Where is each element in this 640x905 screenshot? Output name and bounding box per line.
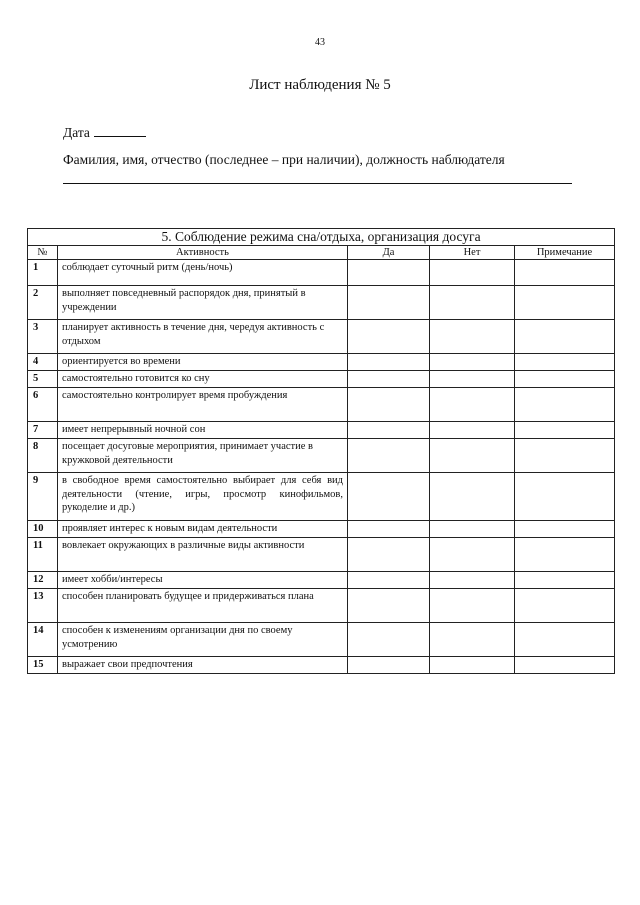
table-caption-row (28, 229, 615, 246)
row-activity: посещает досуговые мероприятия, принимает участие в кружковой деятельности (58, 439, 348, 473)
row-number: 15 (28, 657, 58, 674)
row-yes-cell[interactable] (348, 623, 430, 657)
header-yes: Да (348, 246, 430, 260)
row-no-cell[interactable] (430, 538, 515, 572)
table-row (28, 371, 615, 388)
row-note-cell[interactable] (515, 473, 615, 521)
row-yes-cell[interactable] (348, 572, 430, 589)
row-activity: выражает свои предпочтения (58, 657, 348, 674)
row-no-cell[interactable] (430, 623, 515, 657)
row-number: 9 (28, 473, 58, 521)
table-row (28, 422, 615, 439)
row-activity: планирует активность в течение дня, чередуя активность с отдыхом (58, 320, 348, 354)
row-yes-cell[interactable] (348, 354, 430, 371)
row-yes-cell[interactable] (348, 439, 430, 473)
row-yes-cell[interactable] (348, 473, 430, 521)
page-title: Лист наблюдения № 5 (249, 77, 391, 93)
row-note-cell[interactable] (515, 354, 615, 371)
row-no-cell[interactable] (430, 371, 515, 388)
row-activity: имеет непрерывный ночной сон (58, 422, 348, 439)
row-no-cell[interactable] (430, 320, 515, 354)
table-row (28, 589, 615, 623)
header-note: Примечание (515, 246, 615, 260)
row-activity: ориентируется во времени (58, 354, 348, 371)
row-activity: выполняет повседневный распорядок дня, принятый в учреждении (58, 286, 348, 320)
table-row (28, 260, 615, 286)
table-row (28, 521, 615, 538)
row-no-cell[interactable] (430, 286, 515, 320)
table-row (28, 354, 615, 371)
row-no-cell[interactable] (430, 422, 515, 439)
row-note-cell[interactable] (515, 521, 615, 538)
table-row (28, 572, 615, 589)
row-activity: способен планировать будущее и придерживаться плана (58, 589, 348, 623)
row-activity: самостоятельно готовится ко сну (58, 371, 348, 388)
row-note-cell[interactable] (515, 623, 615, 657)
row-yes-cell[interactable] (348, 589, 430, 623)
row-no-cell[interactable] (430, 439, 515, 473)
row-no-cell[interactable] (430, 260, 515, 286)
row-note-cell[interactable] (515, 422, 615, 439)
table-row (28, 388, 615, 422)
row-number: 3 (28, 320, 58, 354)
row-note-cell[interactable] (515, 286, 615, 320)
row-note-cell[interactable] (515, 260, 615, 286)
row-yes-cell[interactable] (348, 657, 430, 674)
table-row (28, 623, 615, 657)
row-number: 14 (28, 623, 58, 657)
row-yes-cell[interactable] (348, 371, 430, 388)
row-activity: вовлекает окружающих в различные виды активности (58, 538, 348, 572)
row-yes-cell[interactable] (348, 286, 430, 320)
table-row (28, 538, 615, 572)
header-activity: Активность (58, 246, 348, 260)
row-no-cell[interactable] (430, 473, 515, 521)
row-no-cell[interactable] (430, 354, 515, 371)
row-number: 10 (28, 521, 58, 538)
header-num: № (28, 246, 58, 260)
row-note-cell[interactable] (515, 538, 615, 572)
row-number: 2 (28, 286, 58, 320)
table-row (28, 320, 615, 354)
observer-label: Фамилия, имя, отчество (последнее – при наличии), должность наблюдателя (63, 152, 505, 167)
row-activity: проявляет интерес к новым видам деятельности (58, 521, 348, 538)
row-yes-cell[interactable] (348, 388, 430, 422)
row-activity: в свободное время самостоятельно выбирает для себя вид деятельности (чтение, игры, просмотр кинофильмов, рукоделие и др.) (58, 473, 348, 521)
row-no-cell[interactable] (430, 572, 515, 589)
header-no: Нет (430, 246, 515, 260)
row-yes-cell[interactable] (348, 538, 430, 572)
row-number: 1 (28, 260, 58, 286)
row-number: 5 (28, 371, 58, 388)
table-header-row (28, 246, 615, 260)
row-activity: самостоятельно контролирует время пробуждения (58, 388, 348, 422)
date-field (63, 124, 146, 141)
date-blank-line[interactable] (94, 124, 146, 137)
row-yes-cell[interactable] (348, 260, 430, 286)
row-no-cell[interactable] (430, 521, 515, 538)
row-note-cell[interactable] (515, 439, 615, 473)
page-number: 43 (315, 37, 325, 48)
row-number: 8 (28, 439, 58, 473)
row-activity: соблюдает суточный ритм (день/ночь) (58, 260, 348, 286)
row-number: 13 (28, 589, 58, 623)
row-no-cell[interactable] (430, 657, 515, 674)
row-number: 11 (28, 538, 58, 572)
row-note-cell[interactable] (515, 320, 615, 354)
row-no-cell[interactable] (430, 388, 515, 422)
table-row (28, 657, 615, 674)
row-number: 12 (28, 572, 58, 589)
row-note-cell[interactable] (515, 657, 615, 674)
observation-table (27, 228, 615, 674)
row-activity: способен к изменениям организации дня по своему усмотрению (58, 623, 348, 657)
row-note-cell[interactable] (515, 572, 615, 589)
row-note-cell[interactable] (515, 388, 615, 422)
table-row (28, 286, 615, 320)
observer-blank-line[interactable] (63, 183, 572, 184)
row-note-cell[interactable] (515, 589, 615, 623)
row-no-cell[interactable] (430, 589, 515, 623)
row-note-cell[interactable] (515, 371, 615, 388)
table-row (28, 439, 615, 473)
date-label: Дата (63, 125, 90, 140)
table-body (28, 260, 615, 674)
row-yes-cell[interactable] (348, 422, 430, 439)
table-caption: 5. Соблюдение режима сна/отдыха, организация досуга (28, 229, 615, 246)
row-yes-cell[interactable] (348, 521, 430, 538)
row-activity: имеет хобби/интересы (58, 572, 348, 589)
row-number: 4 (28, 354, 58, 371)
row-number: 6 (28, 388, 58, 422)
row-number: 7 (28, 422, 58, 439)
table-row (28, 473, 615, 521)
row-yes-cell[interactable] (348, 320, 430, 354)
